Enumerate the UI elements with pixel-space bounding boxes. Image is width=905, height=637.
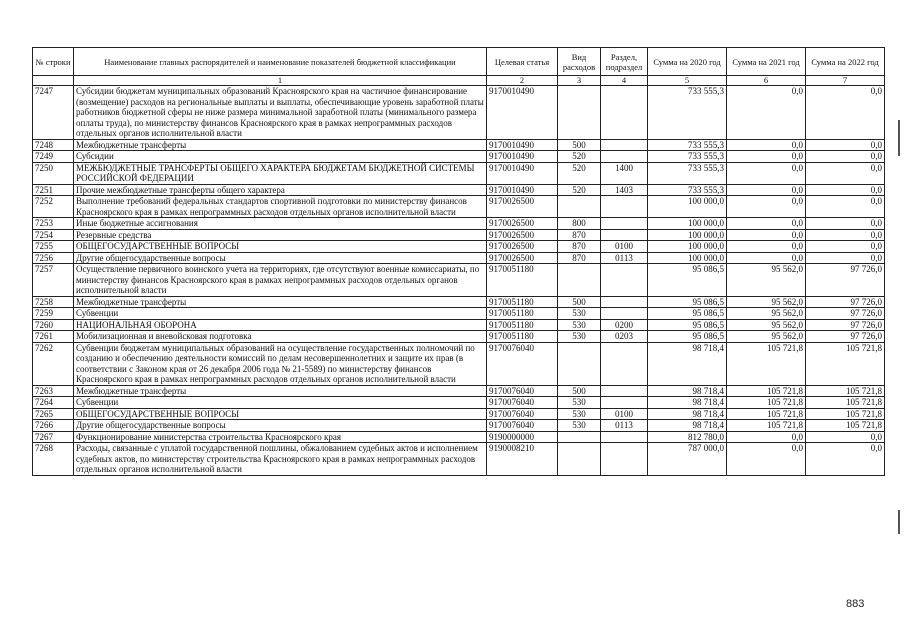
table-row bbox=[33, 196, 885, 218]
section-cell: 0100 bbox=[601, 408, 648, 420]
header-sum-2021: Сумма на 2021 год bbox=[727, 48, 806, 76]
column-number: 3 bbox=[558, 76, 601, 86]
target-article-cell: 9170051180 bbox=[487, 319, 558, 331]
sum-2022-cell: 97 726,0 bbox=[806, 319, 885, 331]
sum-2020-cell: 733 555,3 bbox=[648, 162, 727, 184]
row-number-cell: 7263 bbox=[33, 385, 74, 397]
sum-2021-cell: 0,0 bbox=[727, 218, 806, 230]
sum-2022-cell: 105 721,8 bbox=[806, 342, 885, 385]
sum-2022-cell: 105 721,8 bbox=[806, 385, 885, 397]
section-cell bbox=[601, 218, 648, 230]
table-row bbox=[33, 86, 885, 140]
section-cell bbox=[601, 308, 648, 320]
sum-2020-cell: 98 718,4 bbox=[648, 385, 727, 397]
target-article-cell: 9190000000 bbox=[487, 431, 558, 443]
column-number-row bbox=[33, 76, 885, 86]
row-number-cell: 7260 bbox=[33, 319, 74, 331]
row-number-cell: 7252 bbox=[33, 196, 74, 218]
sum-2021-cell: 105 721,8 bbox=[727, 408, 806, 420]
sum-2020-cell: 98 718,4 bbox=[648, 397, 727, 409]
sum-2021-cell: 0,0 bbox=[727, 139, 806, 151]
expense-type-cell bbox=[558, 342, 601, 385]
row-number-cell: 7257 bbox=[33, 264, 74, 297]
row-name-cell: Другие общегосударственные вопросы bbox=[74, 252, 487, 264]
row-name-cell: Иные бюджетные ассигнования bbox=[74, 218, 487, 230]
sum-2021-cell: 105 721,8 bbox=[727, 342, 806, 385]
expense-type-cell: 530 bbox=[558, 308, 601, 320]
expense-type-cell bbox=[558, 431, 601, 443]
table-row bbox=[33, 319, 885, 331]
sum-2021-cell: 0,0 bbox=[727, 86, 806, 140]
section-cell: 1403 bbox=[601, 184, 648, 196]
sum-2022-cell: 0,0 bbox=[806, 196, 885, 218]
sum-2022-cell: 0,0 bbox=[806, 431, 885, 443]
row-name-cell: Межбюджетные трансферты bbox=[74, 385, 487, 397]
sum-2020-cell: 100 000,0 bbox=[648, 241, 727, 253]
sum-2020-cell: 98 718,4 bbox=[648, 408, 727, 420]
section-cell: 0113 bbox=[601, 420, 648, 432]
header-target-article: Целевая статья bbox=[487, 48, 558, 76]
table-row bbox=[33, 162, 885, 184]
row-number-cell: 7259 bbox=[33, 308, 74, 320]
section-cell bbox=[601, 397, 648, 409]
expense-type-cell: 870 bbox=[558, 252, 601, 264]
table-row bbox=[33, 139, 885, 151]
header-row-number: № строки bbox=[33, 48, 74, 76]
expense-type-cell: 530 bbox=[558, 420, 601, 432]
row-name-cell: МЕЖБЮДЖЕТНЫЕ ТРАНСФЕРТЫ ОБЩЕГО ХАРАКТЕРА БЮДЖЕТАМ БЮДЖЕТНОЙ СИСТЕМЫ РОССИЙСКОЙ ФЕДЕРАЦИИ bbox=[74, 162, 487, 184]
row-name-cell: Мобилизационная и вневойсковая подготовка bbox=[74, 331, 487, 343]
row-number-cell: 7255 bbox=[33, 241, 74, 253]
table-header-row bbox=[33, 48, 885, 76]
sum-2021-cell: 95 562,0 bbox=[727, 296, 806, 308]
target-article-cell: 9170051180 bbox=[487, 308, 558, 320]
scan-edge-mark bbox=[898, 120, 904, 156]
target-article-cell: 9170076040 bbox=[487, 385, 558, 397]
sum-2022-cell: 105 721,8 bbox=[806, 420, 885, 432]
sum-2020-cell: 95 086,5 bbox=[648, 319, 727, 331]
sum-2021-cell: 0,0 bbox=[727, 252, 806, 264]
table-row bbox=[33, 229, 885, 241]
sum-2020-cell: 98 718,4 bbox=[648, 342, 727, 385]
sum-2020-cell: 100 000,0 bbox=[648, 218, 727, 230]
expense-type-cell: 520 bbox=[558, 151, 601, 163]
sum-2022-cell: 0,0 bbox=[806, 184, 885, 196]
expense-type-cell: 520 bbox=[558, 184, 601, 196]
expense-type-cell bbox=[558, 264, 601, 297]
expense-type-cell: 530 bbox=[558, 408, 601, 420]
header-name: Наименование главных распорядителей и наименование показателей бюджетной классификации bbox=[74, 48, 487, 76]
table-row bbox=[33, 420, 885, 432]
row-name-cell: ОБЩЕГОСУДАРСТВЕННЫЕ ВОПРОСЫ bbox=[74, 408, 487, 420]
table-body bbox=[33, 86, 885, 476]
sum-2022-cell: 0,0 bbox=[806, 86, 885, 140]
row-name-cell: Расходы, связанные с уплатой государственной пошлины, обжалованием судебных актов и исполнением судебных актов, по министерству строительства Красноярского края в рамках непрограммных расходов отдельных органов исполнительной власти bbox=[74, 443, 487, 476]
target-article-cell: 9170051180 bbox=[487, 264, 558, 297]
target-article-cell: 9170010490 bbox=[487, 151, 558, 163]
section-cell bbox=[601, 443, 648, 476]
section-cell bbox=[601, 86, 648, 140]
target-article-cell: 9170026500 bbox=[487, 196, 558, 218]
target-article-cell: 9170076040 bbox=[487, 408, 558, 420]
target-article-cell: 9170076040 bbox=[487, 420, 558, 432]
expense-type-cell: 520 bbox=[558, 162, 601, 184]
header-sum-2020: Сумма на 2020 год bbox=[648, 48, 727, 76]
table-row bbox=[33, 397, 885, 409]
table-row bbox=[33, 385, 885, 397]
section-cell bbox=[601, 196, 648, 218]
sum-2020-cell: 100 000,0 bbox=[648, 229, 727, 241]
table-row bbox=[33, 151, 885, 163]
section-cell: 1400 bbox=[601, 162, 648, 184]
sum-2022-cell: 0,0 bbox=[806, 229, 885, 241]
column-number: 7 bbox=[806, 76, 885, 86]
sum-2021-cell: 0,0 bbox=[727, 443, 806, 476]
section-cell bbox=[601, 139, 648, 151]
sum-2022-cell: 0,0 bbox=[806, 162, 885, 184]
column-number: 6 bbox=[727, 76, 806, 86]
section-cell bbox=[601, 342, 648, 385]
expense-type-cell: 530 bbox=[558, 319, 601, 331]
expense-type-cell: 500 bbox=[558, 139, 601, 151]
header-sum-2022: Сумма на 2022 год bbox=[806, 48, 885, 76]
sum-2022-cell: 97 726,0 bbox=[806, 331, 885, 343]
target-article-cell: 9170051180 bbox=[487, 296, 558, 308]
target-article-cell: 9170010490 bbox=[487, 86, 558, 140]
row-name-cell: Субсидии bbox=[74, 151, 487, 163]
section-cell bbox=[601, 385, 648, 397]
header-expense-type: Вид расходов bbox=[558, 48, 601, 76]
table-row bbox=[33, 331, 885, 343]
sum-2021-cell: 0,0 bbox=[727, 196, 806, 218]
sum-2020-cell: 95 086,5 bbox=[648, 308, 727, 320]
sum-2021-cell: 105 721,8 bbox=[727, 397, 806, 409]
section-cell bbox=[601, 229, 648, 241]
sum-2021-cell: 105 721,8 bbox=[727, 385, 806, 397]
table-row bbox=[33, 264, 885, 297]
sum-2020-cell: 733 555,3 bbox=[648, 151, 727, 163]
row-name-cell: Субсидии бюджетам муниципальных образований Красноярского края на частичное финансирование (возмещение) расходов на региональные выплаты и выплаты, обеспечивающие уровень заработной платы работников бюджетной сферы не ниже размера минимальной заработной платы (минимального размера оплаты труда), по министерству финансов Красноярского края в рамках непрограммных расходов отдельных органов исполнительной власти bbox=[74, 86, 487, 140]
target-article-cell: 9170076040 bbox=[487, 342, 558, 385]
sum-2020-cell: 787 000,0 bbox=[648, 443, 727, 476]
table-row bbox=[33, 443, 885, 476]
row-name-cell: Прочие межбюджетные трансферты общего характера bbox=[74, 184, 487, 196]
row-number-cell: 7253 bbox=[33, 218, 74, 230]
row-number-cell: 7248 bbox=[33, 139, 74, 151]
sum-2021-cell: 0,0 bbox=[727, 151, 806, 163]
target-article-cell: 9190008210 bbox=[487, 443, 558, 476]
sum-2022-cell: 0,0 bbox=[806, 443, 885, 476]
expense-type-cell bbox=[558, 196, 601, 218]
expense-type-cell: 800 bbox=[558, 218, 601, 230]
target-article-cell: 9170026500 bbox=[487, 252, 558, 264]
row-number-cell: 7249 bbox=[33, 151, 74, 163]
sum-2020-cell: 100 000,0 bbox=[648, 196, 727, 218]
column-number bbox=[33, 76, 74, 86]
sum-2022-cell: 0,0 bbox=[806, 252, 885, 264]
table-row bbox=[33, 408, 885, 420]
expense-type-cell: 870 bbox=[558, 229, 601, 241]
target-article-cell: 9170051180 bbox=[487, 331, 558, 343]
row-name-cell: ОБЩЕГОСУДАРСТВЕННЫЕ ВОПРОСЫ bbox=[74, 241, 487, 253]
section-cell bbox=[601, 264, 648, 297]
sum-2022-cell: 97 726,0 bbox=[806, 264, 885, 297]
sum-2021-cell: 105 721,8 bbox=[727, 420, 806, 432]
sum-2021-cell: 0,0 bbox=[727, 162, 806, 184]
section-cell bbox=[601, 296, 648, 308]
sum-2022-cell: 105 721,8 bbox=[806, 408, 885, 420]
section-cell: 0100 bbox=[601, 241, 648, 253]
table-row bbox=[33, 218, 885, 230]
sum-2020-cell: 733 555,3 bbox=[648, 86, 727, 140]
row-name-cell: Межбюджетные трансферты bbox=[74, 296, 487, 308]
row-name-cell: Другие общегосударственные вопросы bbox=[74, 420, 487, 432]
row-number-cell: 7264 bbox=[33, 397, 74, 409]
target-article-cell: 9170010490 bbox=[487, 139, 558, 151]
expense-type-cell: 530 bbox=[558, 331, 601, 343]
target-article-cell: 9170010490 bbox=[487, 184, 558, 196]
expense-type-cell: 870 bbox=[558, 241, 601, 253]
row-name-cell: Осуществление первичного воинского учета на территориях, где отсутствуют военные комиссариаты, по министерству финансов Красноярского края в рамках непрограммных расходов отдельных органов исполнительной власти bbox=[74, 264, 487, 297]
sum-2020-cell: 95 086,5 bbox=[648, 296, 727, 308]
section-cell bbox=[601, 431, 648, 443]
row-number-cell: 7268 bbox=[33, 443, 74, 476]
row-name-cell: НАЦИОНАЛЬНАЯ ОБОРОНА bbox=[74, 319, 487, 331]
sum-2022-cell: 0,0 bbox=[806, 241, 885, 253]
expense-type-cell bbox=[558, 443, 601, 476]
sum-2020-cell: 95 086,5 bbox=[648, 264, 727, 297]
section-cell: 0200 bbox=[601, 319, 648, 331]
row-number-cell: 7258 bbox=[33, 296, 74, 308]
table-row bbox=[33, 184, 885, 196]
sum-2020-cell: 98 718,4 bbox=[648, 420, 727, 432]
column-number: 1 bbox=[74, 76, 487, 86]
sum-2021-cell: 0,0 bbox=[727, 184, 806, 196]
sum-2021-cell: 95 562,0 bbox=[727, 319, 806, 331]
row-name-cell: Субвенции bbox=[74, 308, 487, 320]
table-row bbox=[33, 308, 885, 320]
row-name-cell: Субвенции бюджетам муниципальных образований на осуществление государственных полномочий по созданию и обеспечению деятельности комиссий по делам несовершеннолетних и защите их прав (в соответствии с Законом края от 26 декабря 2006 года № 21-5589) по министерству финансов Красноярского края в рамках непрограммных расходов отдельных органов исполнительной власти bbox=[74, 342, 487, 385]
sum-2022-cell: 97 726,0 bbox=[806, 308, 885, 320]
sum-2022-cell: 0,0 bbox=[806, 218, 885, 230]
section-cell bbox=[601, 151, 648, 163]
expense-type-cell: 530 bbox=[558, 397, 601, 409]
row-number-cell: 7261 bbox=[33, 331, 74, 343]
row-number-cell: 7250 bbox=[33, 162, 74, 184]
target-article-cell: 9170076040 bbox=[487, 397, 558, 409]
sum-2020-cell: 733 555,3 bbox=[648, 184, 727, 196]
page-number: 883 bbox=[846, 598, 865, 610]
table-row bbox=[33, 431, 885, 443]
table-row bbox=[33, 252, 885, 264]
sum-2021-cell: 0,0 bbox=[727, 229, 806, 241]
row-number-cell: 7267 bbox=[33, 431, 74, 443]
sum-2021-cell: 95 562,0 bbox=[727, 308, 806, 320]
sum-2020-cell: 733 555,3 bbox=[648, 139, 727, 151]
sum-2021-cell: 0,0 bbox=[727, 431, 806, 443]
row-name-cell: Резервные средства bbox=[74, 229, 487, 241]
target-article-cell: 9170026500 bbox=[487, 218, 558, 230]
column-number: 4 bbox=[601, 76, 648, 86]
expense-type-cell: 500 bbox=[558, 296, 601, 308]
scan-edge-mark bbox=[898, 510, 904, 534]
target-article-cell: 9170026500 bbox=[487, 229, 558, 241]
sum-2022-cell: 0,0 bbox=[806, 139, 885, 151]
table-row bbox=[33, 296, 885, 308]
sum-2021-cell: 95 562,0 bbox=[727, 331, 806, 343]
row-name-cell: Межбюджетные трансферты bbox=[74, 139, 487, 151]
row-number-cell: 7265 bbox=[33, 408, 74, 420]
sum-2020-cell: 95 086,5 bbox=[648, 331, 727, 343]
column-number: 5 bbox=[648, 76, 727, 86]
budget-table bbox=[32, 47, 885, 476]
sum-2021-cell: 0,0 bbox=[727, 241, 806, 253]
row-number-cell: 7251 bbox=[33, 184, 74, 196]
row-name-cell: Выполнение требований федеральных стандартов спортивной подготовки по министерству финансов Красноярского края в рамках непрограммных расходов отдельных органов исполнительной власти bbox=[74, 196, 487, 218]
sum-2022-cell: 0,0 bbox=[806, 151, 885, 163]
header-section: Раздел, подраздел bbox=[601, 48, 648, 76]
row-name-cell: Субвенции bbox=[74, 397, 487, 409]
target-article-cell: 9170010490 bbox=[487, 162, 558, 184]
row-number-cell: 7256 bbox=[33, 252, 74, 264]
target-article-cell: 9170026500 bbox=[487, 241, 558, 253]
sum-2020-cell: 100 000,0 bbox=[648, 252, 727, 264]
section-cell: 0203 bbox=[601, 331, 648, 343]
expense-type-cell: 500 bbox=[558, 385, 601, 397]
sum-2022-cell: 97 726,0 bbox=[806, 296, 885, 308]
table-row bbox=[33, 342, 885, 385]
expense-type-cell bbox=[558, 86, 601, 140]
row-number-cell: 7247 bbox=[33, 86, 74, 140]
sum-2020-cell: 812 780,0 bbox=[648, 431, 727, 443]
column-number: 2 bbox=[487, 76, 558, 86]
section-cell: 0113 bbox=[601, 252, 648, 264]
sum-2021-cell: 95 562,0 bbox=[727, 264, 806, 297]
row-number-cell: 7266 bbox=[33, 420, 74, 432]
row-number-cell: 7254 bbox=[33, 229, 74, 241]
table-row bbox=[33, 241, 885, 253]
row-name-cell: Функционирование министерства строительства Красноярского края bbox=[74, 431, 487, 443]
row-number-cell: 7262 bbox=[33, 342, 74, 385]
sum-2022-cell: 105 721,8 bbox=[806, 397, 885, 409]
